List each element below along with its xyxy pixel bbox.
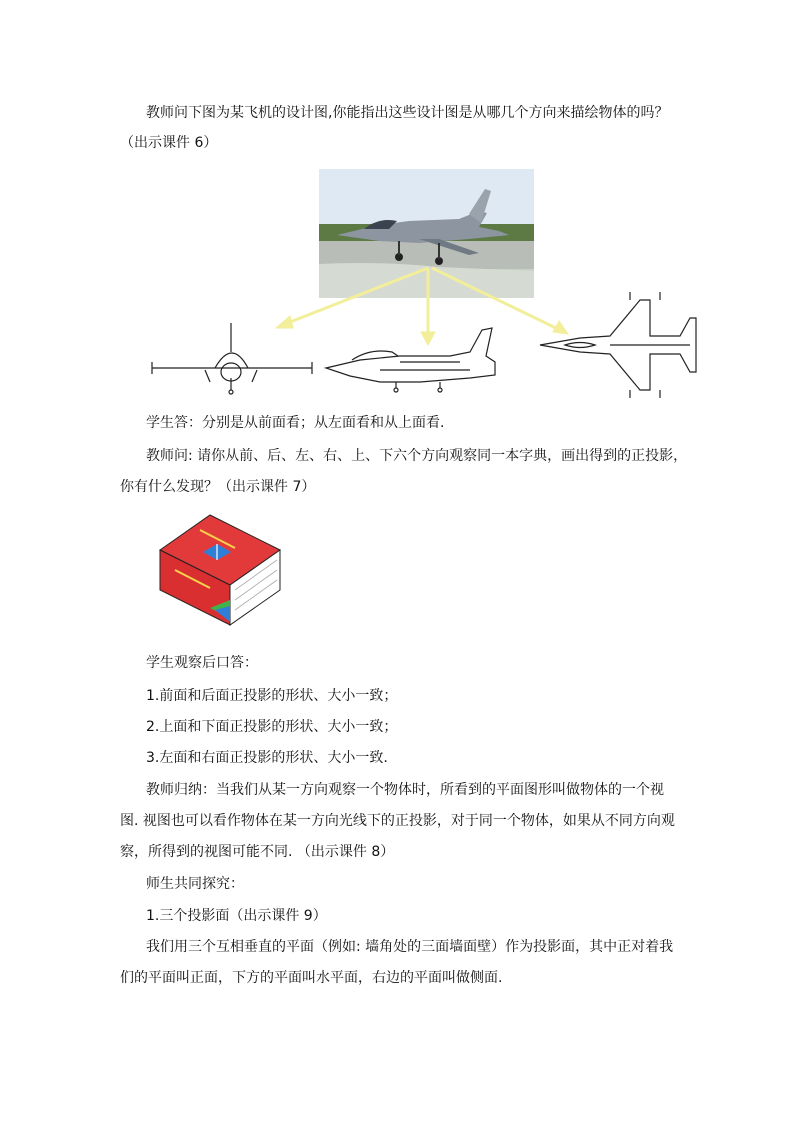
paragraph-student-answer: 学生答：分别是从前面看；从左面看和从上面看. bbox=[146, 415, 445, 431]
jet-side-view bbox=[326, 328, 495, 392]
paragraph-teacher-question-line2: （出示课件 6） bbox=[120, 135, 218, 151]
heading-three-projection-planes: 1.三个投影面（出示课件 9） bbox=[146, 908, 327, 924]
paragraph-teacher-dictionary-line2: 你有什么发现？（出示课件 7） bbox=[120, 479, 316, 495]
paragraph-projection-planes-line2: 们的平面叫正面，下方的平面叫水平面，右边的平面叫做侧面. bbox=[120, 970, 503, 986]
jet-top-view bbox=[540, 292, 696, 398]
fighter-jet-photo bbox=[319, 169, 534, 298]
jet-front-view bbox=[152, 323, 312, 394]
paragraph-teacher-question-line1: 教师问下图为某飞机的设计图,你能指出这些设计图是从哪几个方向来描绘物体的吗？ bbox=[146, 105, 669, 121]
paragraph-teacher-summary-line1: 教师归纳：当我们从某一方向观察一个物体时，所看到的平面图形叫做物体的一个视 bbox=[146, 782, 664, 798]
list-item-front-back: 1.前面和后面正投影的形状、大小一致； bbox=[146, 688, 398, 704]
paragraph-teacher-dictionary-line1: 教师问: 请你从前、后、左、右、上、下六个方向观察同一本字典，画出得到的正投影， bbox=[146, 448, 688, 464]
paragraph-projection-planes-line1: 我们用三个互相垂直的平面（例如: 墙角处的三面墙面壁）作为投影面，其中正对着我 bbox=[146, 939, 674, 955]
dictionary-book bbox=[155, 510, 285, 630]
paragraph-teacher-summary-line3: 察，所得到的视图可能不同. （出示课件 8） bbox=[120, 844, 395, 860]
list-item-left-right: 3.左面和右面正投影的形状、大小一致. bbox=[146, 750, 388, 766]
paragraph-teacher-summary-line2: 图. 视图也可以看作物体在某一方向光线下的正投影，对于同一个物体，如果从不同方向观 bbox=[120, 813, 675, 829]
paragraph-student-observe: 学生观察后口答： bbox=[146, 655, 258, 671]
paragraph-explore: 师生共同探究： bbox=[146, 876, 244, 892]
list-item-top-bottom: 2.上面和下面正投影的形状、大小一致； bbox=[146, 719, 398, 735]
